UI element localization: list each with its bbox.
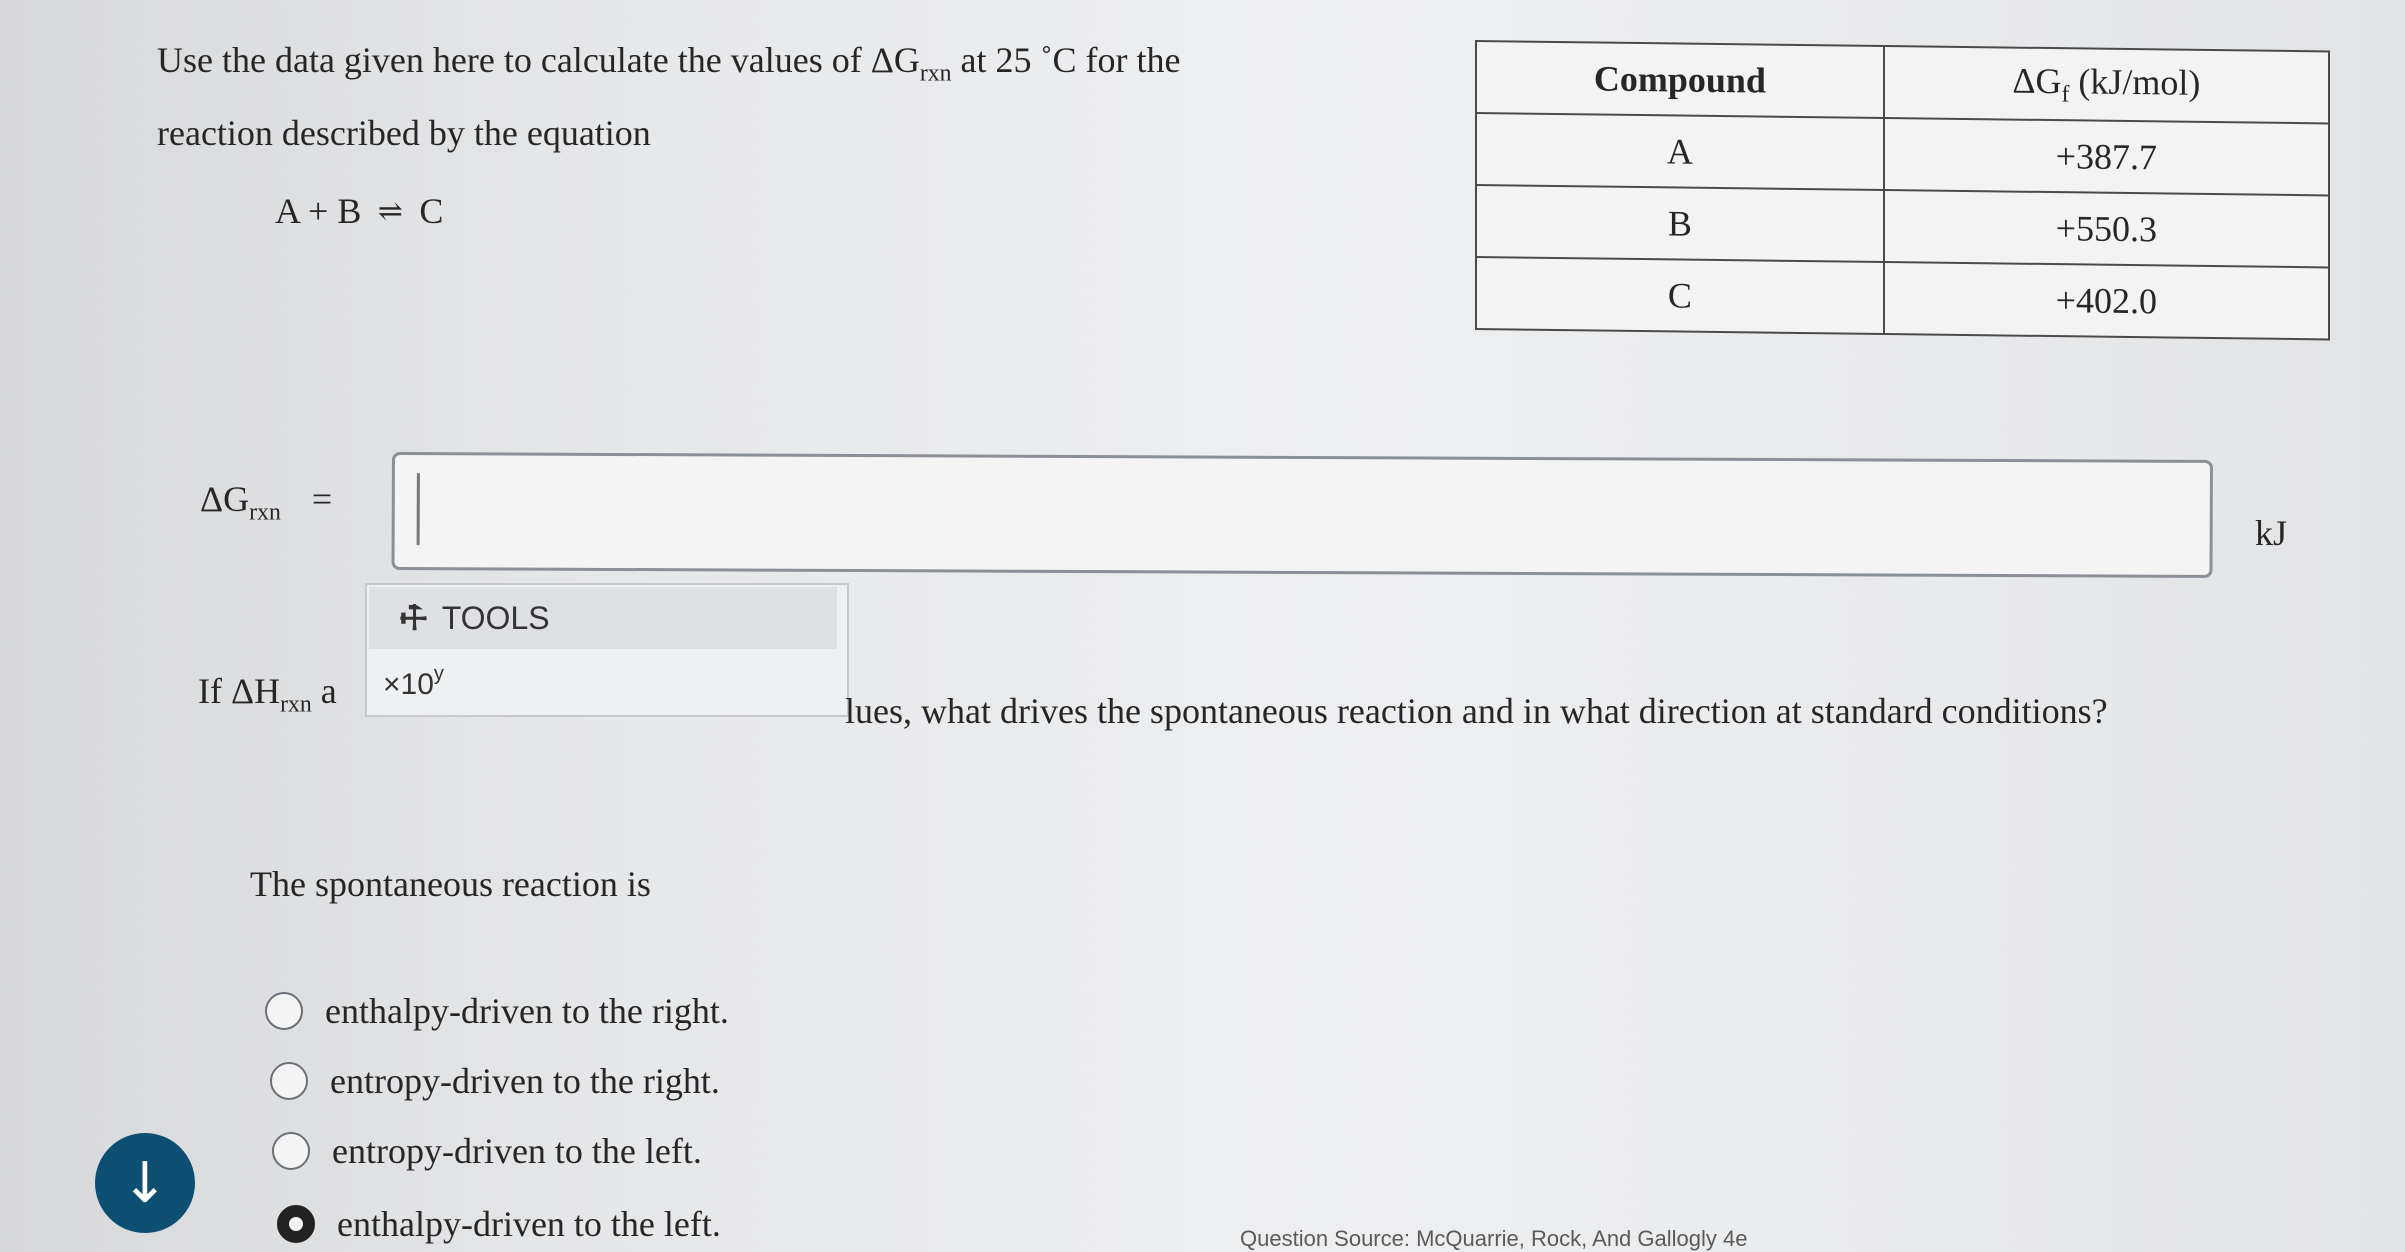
compound-cell: B [1476,185,1884,262]
table-row [1476,257,2329,339]
unit-label: kJ [2255,513,2288,553]
question-text [157,30,1437,163]
tools-button[interactable] [369,587,837,649]
radio-button[interactable] [265,992,303,1030]
radio-button[interactable] [270,1062,308,1100]
question-source: Question Source: McQuarrie, Rock, And Gallogly 4e [1240,1226,1748,1251]
value-cell: +387.7 [1884,118,2329,195]
arrow-down-icon[interactable]: ↓ [95,1133,195,1233]
tools-label: TOOLS [441,599,550,636]
option-entropy-left[interactable]: entropy-driven to the left. [272,1130,702,1172]
scientific-notation-button[interactable]: $\times 10^y$ [383,663,444,701]
value-cell: +550.3 [1884,190,2329,267]
equilibrium-arrow-icon: ⇌ [377,195,403,228]
header-delta-g: $\Delta G_f$ (kJ/mol) [1884,46,2329,123]
tools-popup [365,583,849,717]
followup-question-start: If $\Delta H_{rxn}$ a [198,671,337,718]
value-cell: +402.0 [1884,262,2329,339]
option-enthalpy-right[interactable]: enthalpy-driven to the right. [265,990,729,1032]
followup-question-rest: lues, what drives the spontaneous reaction and in what direction at standard conditions? [845,691,2108,731]
table-header-row [1476,41,2329,123]
radio-button[interactable] [272,1132,310,1170]
compound-cell: A [1476,113,1884,190]
spontaneous-prompt: The spontaneous reaction is [250,864,651,904]
delta-g-answer-input[interactable] [391,452,2212,578]
question-line-1: Use the data given here to calculate the values of $\Delta G_{rxn}$ at 25 ˚C for the [157,40,1181,87]
table-row [1476,113,2329,195]
free-energy-table [1475,40,2330,340]
compound-cell: C [1476,257,1884,334]
table-row [1476,185,2329,267]
text-caret [417,473,420,545]
header-compound: Compound [1476,41,1884,118]
wrench-icon: ⚒ [390,595,437,641]
radio-button-selected[interactable] [277,1205,315,1243]
option-entropy-right[interactable]: entropy-driven to the right. [270,1060,720,1102]
question-line-2: reaction described by the equation [157,113,651,154]
reaction-equation: A + B ⇌ C [275,191,444,231]
option-enthalpy-left[interactable]: enthalpy-driven to the left. [277,1203,721,1245]
delta-g-label: $\Delta G_{rxn}$ = [200,479,333,526]
